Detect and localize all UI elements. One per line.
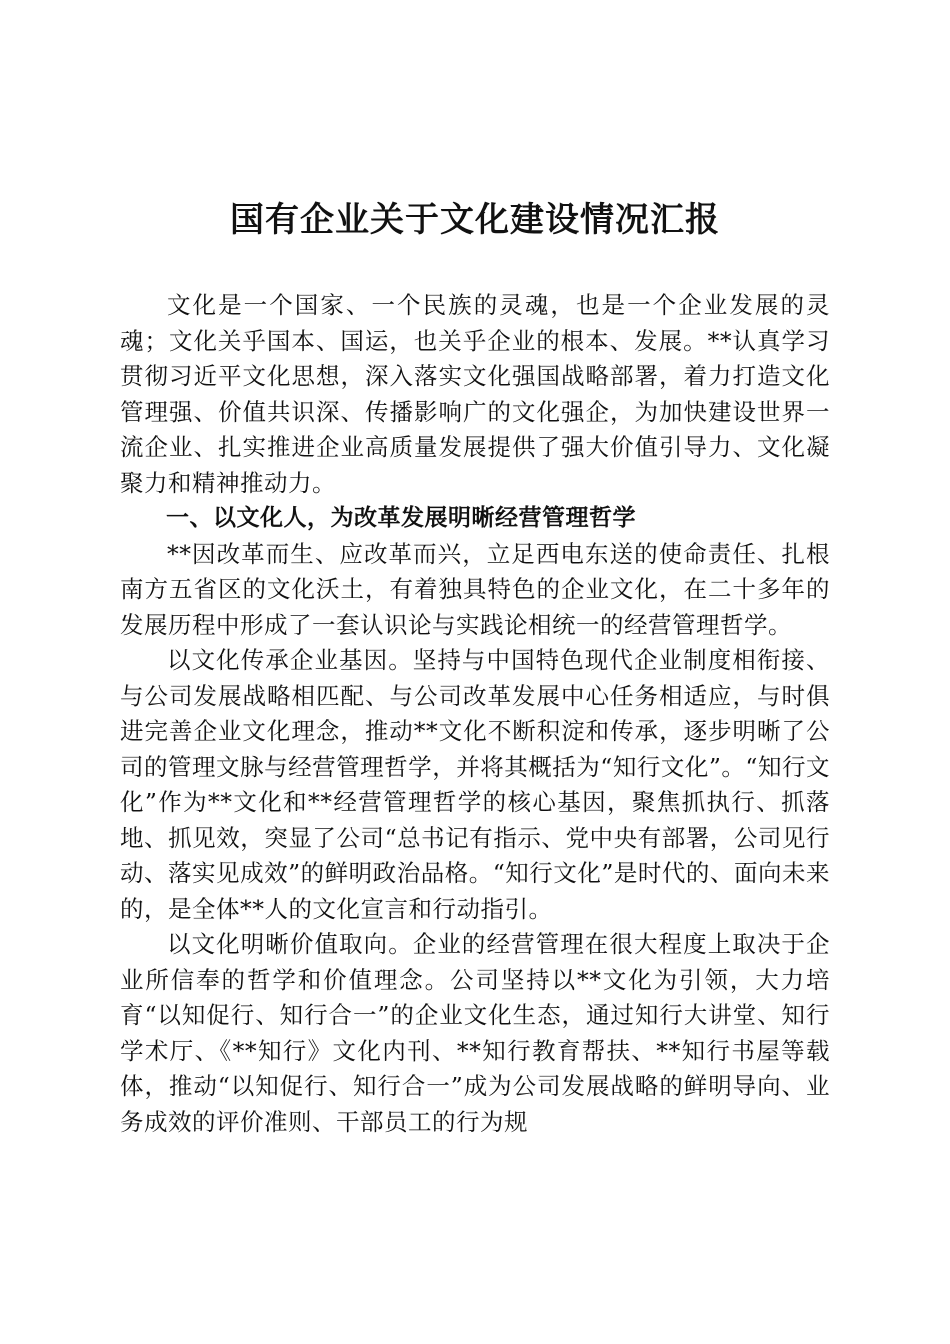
document-title: 国有企业关于文化建设情况汇报 (230, 200, 720, 240)
section-1-paragraph-3: 以文化明晰价值取向。企业的经营管理在很大程度上取决于企业所信奉的哲学和价值理念。公司坚持以**文化为引领，大力培育“以知促行、知行合一”的企业文化生态，通过知行大讲堂、知行学术厅、《**知行》文化内刊、**知行教育帮扶、**知行书屋等载体，推动“以知促行、知行合一”成为公司发展战略的鲜明导向、业务成效的评价准则、干部员工的行为规 (120, 930, 830, 1136)
document-body (120, 288, 830, 1140)
section-1-paragraph-2: 以文化传承企业基因。坚持与中国特色现代企业制度相衔接、与公司发展战略相匹配、与公司改革发展中心任务相适应，与时俱进完善企业文化理念，推动**文化不断积淀和传承，逐步明晰了公司的管理文脉与经营管理哲学，并将其概括为“知行文化”。“知行文化”作为**文化和**经营管理哲学的核心基因，聚焦抓执行、抓落地、抓见效，突显了公司“总书记有指示、党中央有部署，公司见行动、落实见成效”的鲜明政治品格。“知行文化”是时代的、面向未来的，是全体**人的文化宣言和行动指引。 (120, 646, 830, 923)
intro-paragraph: 文化是一个国家、一个民族的灵魂，也是一个企业发展的灵魂；文化关乎国本、国运，也关乎企业的根本、发展。**认真学习贯彻习近平文化思想，深入落实文化强国战略部署，着力打造文化管理强、价值共识深、传播影响广的文化强企，为加快建设世界一流企业、扎实推进企业高质量发展提供了强大价值引导力、文化凝聚力和精神推动力。 (120, 291, 830, 497)
section-1-heading: 一、以文化人，为改革发展明晰经营管理哲学 (166, 505, 636, 531)
section-1-paragraph-1: **因改革而生、应改革而兴，立足西电东送的使命责任、扎根南方五省区的文化沃土，有着独具特色的企业文化，在二十多年的发展历程中形成了一套认识论与实践论相统一的经营管理哲学。 (120, 539, 830, 639)
